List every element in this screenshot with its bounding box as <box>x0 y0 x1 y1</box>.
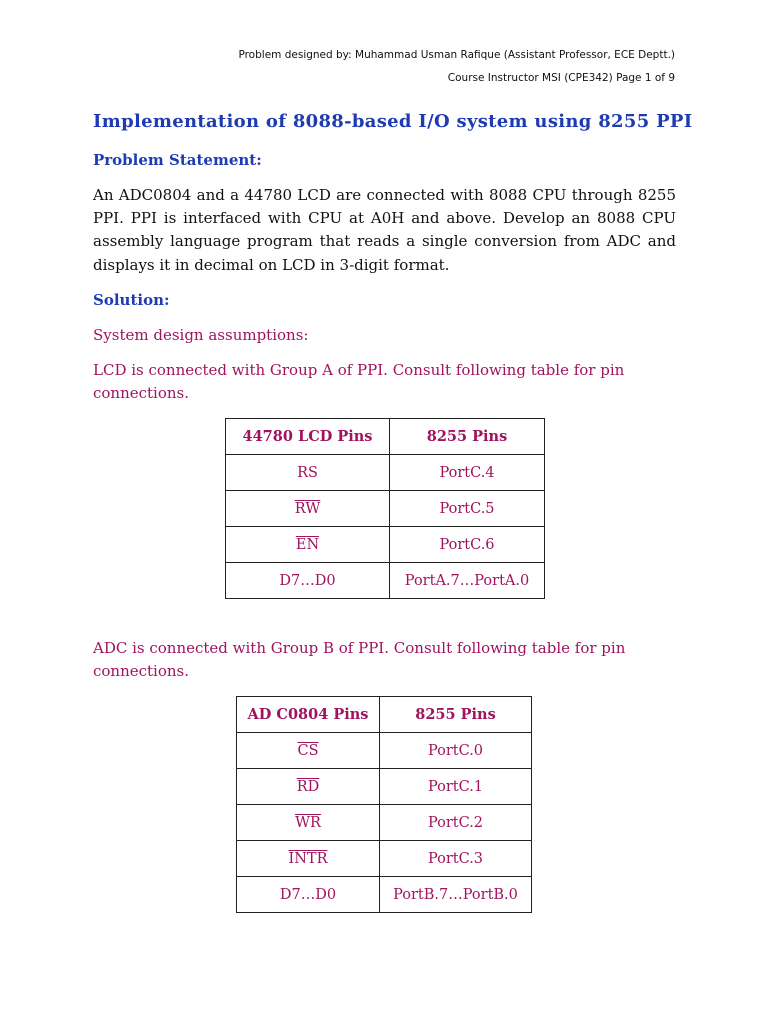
pin-name-cell <box>226 491 390 527</box>
pin-name: INTR <box>288 850 328 867</box>
solution-heading: Solution: <box>93 291 170 309</box>
column-header: 8255 Pins <box>380 697 532 733</box>
pin-name: $\overline{CS}$ <box>297 742 319 759</box>
table-row <box>226 527 545 563</box>
pin-name: $\overline{EN}$ <box>295 536 320 553</box>
table-row <box>237 877 532 913</box>
pin-name: RS <box>297 464 318 481</box>
table-row <box>237 769 532 805</box>
pin-name-cell <box>237 841 380 877</box>
pin-name-cell <box>226 455 390 491</box>
pin-name: D7…D0 <box>279 886 337 903</box>
table-row <box>226 563 545 599</box>
header-author-line: Problem designed by: Muhammad Usman Rafique (Assistant Professor, ECE Deptt.) <box>238 49 675 61</box>
problem-statement-body: An ADC0804 and a 44780 LCD are connected with 8088 CPU through 8255 PPI. PPI is interfaced with CPU at A0H and above. Develop an 8088 CPU assembly language program that reads a single conversion from ADC and displays it in decimal on LCD in 3-digit format. <box>93 186 676 274</box>
port-pin-cell: PortC.4 <box>390 455 545 491</box>
column-header: 44780 LCD Pins <box>226 419 390 455</box>
table-row <box>226 491 545 527</box>
port-pin-cell: PortC.1 <box>380 769 532 805</box>
adc-pin-table <box>236 696 532 913</box>
header-course-line: Course Instructor MSI (CPE342) Page 1 of 9 <box>447 72 675 84</box>
lcd-connection-text: LCD is connected with Group A of PPI. Consult following table for pin connections. <box>93 361 625 403</box>
pin-name: $\overline{WR}$ <box>295 814 321 831</box>
pin-name-cell <box>237 769 380 805</box>
port-pin-cell: PortC.6 <box>390 527 545 563</box>
port-pin-cell: PortC.3 <box>380 841 532 877</box>
port-pin-cell: PortC.0 <box>380 733 532 769</box>
pin-name: D7…D0 <box>279 572 336 589</box>
table-row <box>237 805 532 841</box>
document-title: Implementation of 8088-based I/O system using 8255 PPI <box>93 111 693 132</box>
pin-name-cell <box>237 805 380 841</box>
port-pin-cell: PortC.5 <box>390 491 545 527</box>
pin-name-cell <box>226 563 390 599</box>
assumptions-subheading: System design assumptions: <box>93 326 309 344</box>
column-header: 8255 Pins <box>390 419 545 455</box>
table-row <box>237 841 532 877</box>
column-header: AD C0804 Pins <box>237 697 380 733</box>
pin-name-cell <box>237 877 380 913</box>
table-header-row <box>237 697 532 733</box>
pin-name: $\overline{RW}$ <box>294 500 321 517</box>
table-row <box>226 455 545 491</box>
pin-name-cell <box>226 527 390 563</box>
lcd-pin-table <box>225 418 545 599</box>
port-pin-cell: PortA.7…PortA.0 <box>390 563 545 599</box>
pin-name: $\overline{RD}$ <box>296 778 320 795</box>
problem-statement-heading: Problem Statement: <box>93 151 262 169</box>
table-row <box>237 733 532 769</box>
port-pin-cell: PortB.7…PortB.0 <box>380 877 532 913</box>
port-pin-cell: PortC.2 <box>380 805 532 841</box>
adc-connection-text: ADC is connected with Group B of PPI. Consult following table for pin connections. <box>93 639 626 681</box>
pin-name-cell <box>237 733 380 769</box>
table-header-row <box>226 419 545 455</box>
